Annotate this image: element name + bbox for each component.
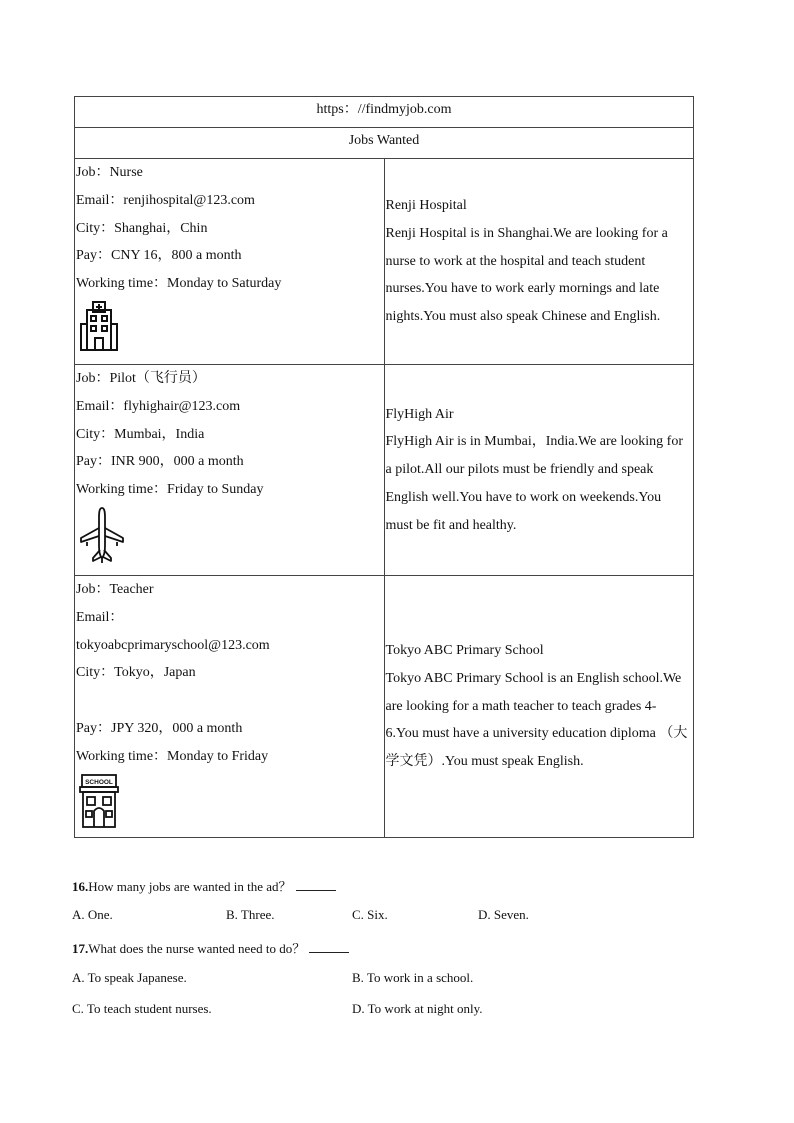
option-16d[interactable]: D. Seven. (478, 907, 529, 922)
org-description: Renji Hospital is in Shanghai.We are looking for a nurse to work at the hospital and teach student nurses.You have to work early mornings and late nights.You must also speak Chinese and English. (385, 225, 668, 325)
spacer-line (76, 687, 384, 715)
option-17c[interactable]: C. To teach student nurses. (72, 1001, 212, 1016)
answer-blank[interactable] (309, 940, 349, 953)
option-17b[interactable]: B. To work in a school. (352, 970, 474, 985)
job-pay: Pay：INR 900，000 a month (76, 454, 244, 470)
option-17d[interactable]: D. To work at night only. (352, 1001, 483, 1016)
option-16b[interactable]: B. Three. (226, 907, 275, 922)
org-name: FlyHigh Air (385, 406, 454, 422)
answer-blank[interactable] (296, 878, 336, 891)
job-info-teacher (75, 576, 385, 838)
job-email: Email：flyhighair@123.com (76, 398, 241, 414)
job-pay: Pay：JPY 320，000 a month (76, 720, 243, 736)
job-title: Job：Teacher (76, 582, 154, 597)
site-url: https：//findmyjob.com (316, 102, 452, 117)
question-16 (72, 876, 336, 895)
url-cell (75, 97, 694, 128)
airplane-icon (79, 506, 125, 564)
job-email-label: Email： (76, 609, 124, 625)
job-info-pilot (75, 365, 385, 576)
job-title: Job：Pilot（飞行员） (76, 371, 206, 386)
question-17 (72, 938, 349, 957)
job-city: City：Mumbai，India (76, 426, 205, 442)
option-16c[interactable]: C. Six. (352, 907, 388, 922)
org-description: FlyHigh Air is in Mumbai，India.We are looking for a pilot.All our pilots must be friendly and speak English well.You have to work on weekends.You must be fit and healthy. (385, 434, 683, 533)
job-title: Job：Nurse (76, 165, 143, 180)
job-email: tokyoabcprimaryschool@123.com (76, 637, 270, 653)
job-row-nurse (75, 159, 694, 365)
jobs-table (74, 96, 694, 838)
job-city: City：Shanghai，Chin (76, 220, 208, 236)
job-desc-teacher (384, 576, 694, 838)
question-number: 16. (72, 879, 89, 894)
job-time: Working time：Monday to Saturday (76, 276, 282, 292)
heading-cell (75, 128, 694, 159)
job-email: Email：renjihospital@123.com (76, 192, 255, 208)
option-17a[interactable]: A. To speak Japanese. (72, 970, 187, 985)
job-city: City：Tokyo，Japan (76, 665, 196, 681)
question-text: How many jobs are wanted in the ad？ (88, 879, 292, 894)
question-text: What does the nurse wanted need to do？ (88, 941, 306, 956)
org-name: Tokyo ABC Primary School (385, 643, 544, 658)
job-time: Working time：Monday to Friday (76, 748, 269, 764)
job-row-pilot (75, 365, 694, 576)
job-info-nurse (75, 159, 385, 365)
ad-heading: Jobs Wanted (348, 133, 420, 148)
org-name: Renji Hospital (385, 198, 467, 213)
job-time: Working time：Friday to Sunday (76, 482, 264, 498)
school-sign-text: SCHOOL (85, 778, 113, 786)
question-number: 17. (72, 941, 89, 956)
job-row-teacher (75, 576, 694, 838)
option-16a[interactable]: A. One. (72, 907, 113, 922)
job-pay: Pay：CNY 16，800 a month (76, 248, 242, 264)
job-desc-nurse (384, 159, 694, 365)
job-desc-pilot (384, 365, 694, 576)
school-icon (79, 773, 119, 829)
hospital-icon (79, 300, 119, 352)
org-description: Tokyo ABC Primary School is an English school.We are looking for a math teacher to teach grades 4-6.You must have a university education diploma （大学文凭）.You must speak English. (385, 670, 688, 770)
